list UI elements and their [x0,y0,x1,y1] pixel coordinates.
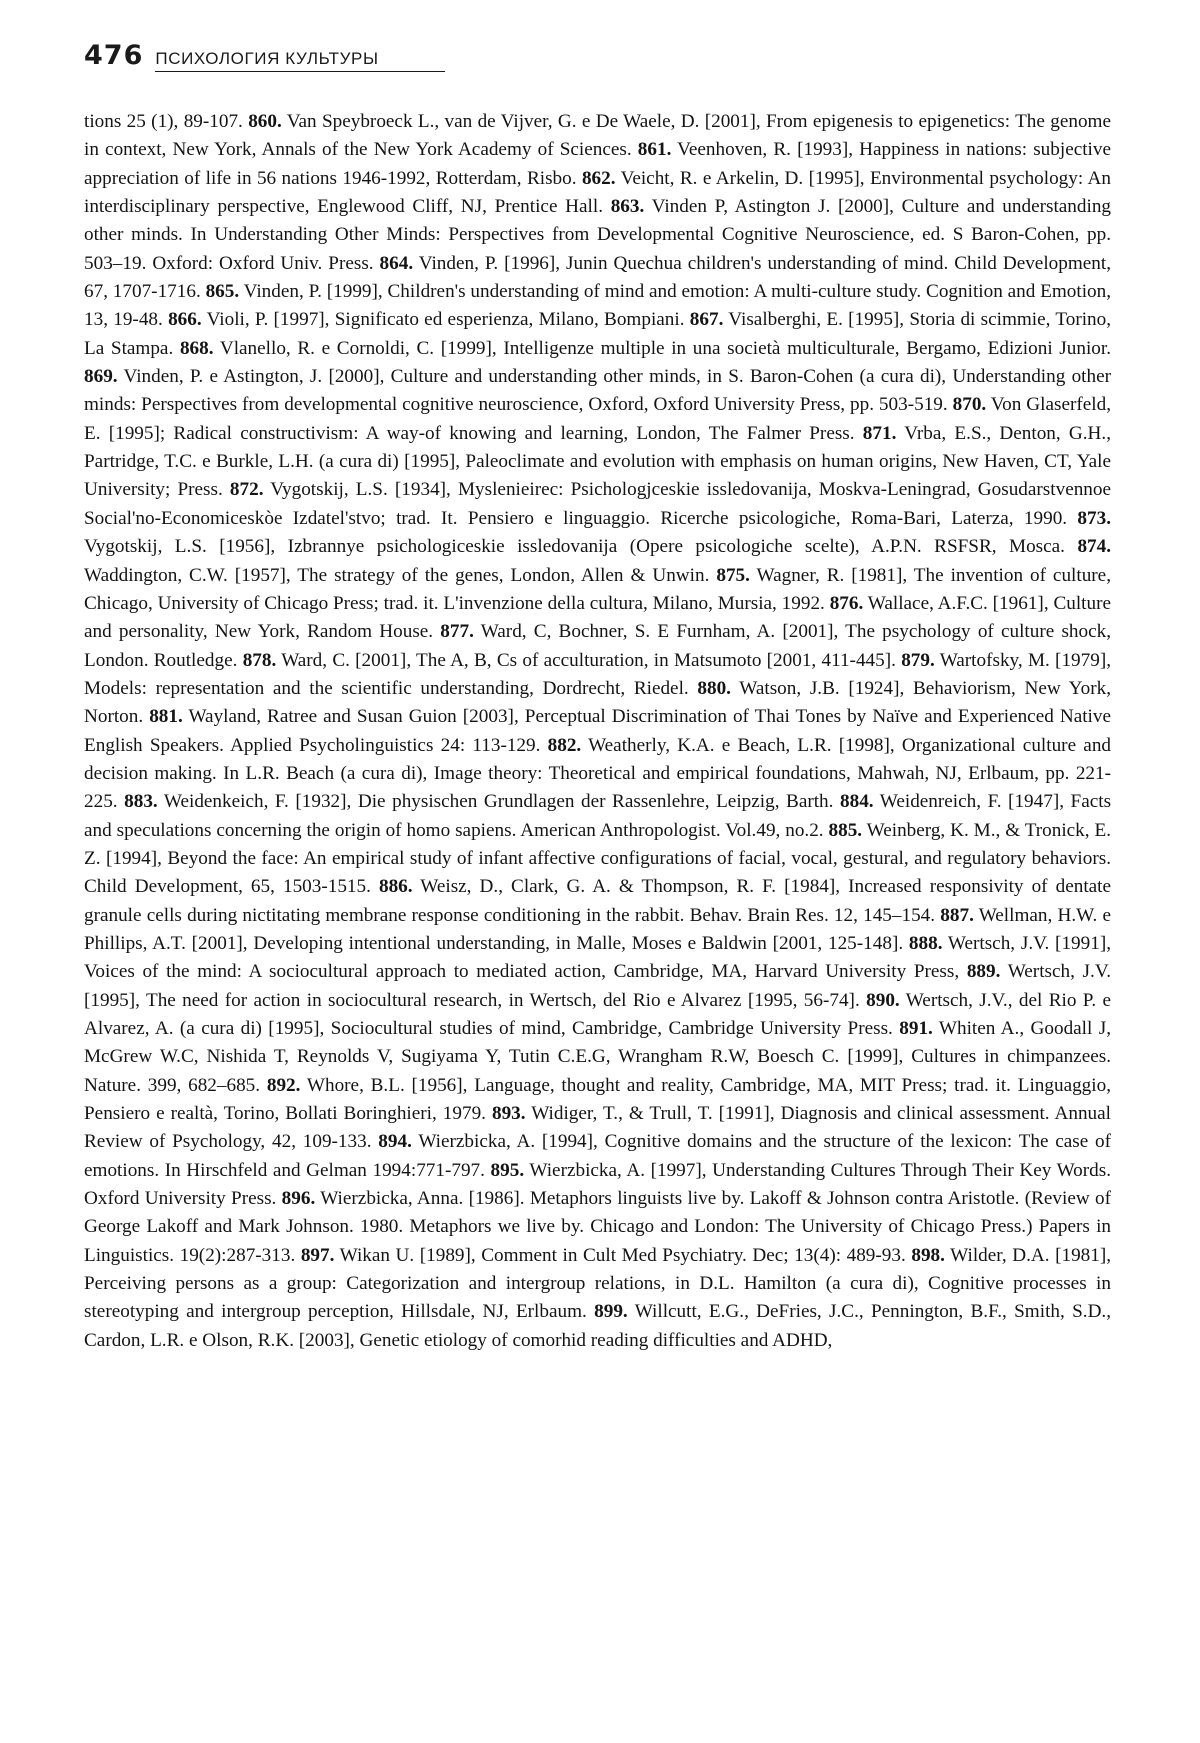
reference-text: Widiger, T., & Trull, T. [1991], Diagnosis and clinical assessment. Annual Review of Psychology, 42, 109-133. [84,1103,1111,1153]
reference-number: 898. [911,1244,945,1266]
reference-number: 885. [828,819,863,841]
reference-text: Watson, J.B. [1924], Behaviorism, New York, Norton. [84,677,1111,728]
reference-text: Wayland, Ratree and Susan Guion [2003], Perceptual Discrimination of Thai Tones by Naïve and Experienced Native English Speakers. Applied Psycholinguistics 24: 113-129. [84,706,1111,756]
reference-text: Weidenkeich, F. [1932], Die physischen Grundlagen der Rassenlehre, Leipzig, Barth. [163,791,834,813]
reference-text: Wierzbicka, A. [1994], Cognitive domains and the structure of the lexicon: The case of emotions. In Hirschfeld and Gelman 1994:771-797. [84,1131,1112,1181]
reference-text: Vinden, P. e Astington, J. [2000], Culture and understanding other minds, in S. Baron-Cohen (a cura di), Understanding other minds: Perspectives from developmental cognitive neuroscience, Oxford, Oxford University Press, pp. 503-519. [84,366,1112,416]
reference-text: Weinberg, K. M., & Tronick, E. Z. [1994], Beyond the face: An empirical study of infant affective configurations of facial, vocal, gestural, and regulatory behaviors. Child Development, 65, 1503-1515. [84,819,1111,898]
reference-text: Whiten A., Goodall J, McGrew W.C, Nishida T, Reynolds V, Sugiyama Y, Tutin C.E.G, Wrangham R.W, Boesch C. [1999], Cultures in chimpanzees. Nature. 399, 682–685. [84,1018,1111,1096]
running-title: ПСИХОЛОГИЯ КУЛЬТУРЫ [155,49,445,72]
reference-text: Wallace, A.F.C. [1961], Culture and personality, New York, Random House. [84,592,1111,643]
reference-text: Willcutt, E.G., DeFries, J.C., Pennington, B.F., Smith, S.D., Cardon, L.R. e Olson, R.K. [2003], Genetic etiology of comorhid reading difficulties and ADHD, [84,1301,1112,1351]
reference-number: 899. [594,1301,628,1323]
reference-text: Violi, P. [1997], Significato ed esperienza, Milano, Bompiani. [206,309,685,331]
reference-text: Vinden, P. [1999], Children's understanding of mind and emotion: A multi-culture study. Cognition and Emotion, 13, 19-48. [84,281,1112,331]
reference-number: 864. [379,252,414,274]
reference-text: Wertsch, J.V. [1991], Voices of the mind: A sociocultural approach to mediated action, Cambridge, MA, Harvard University Press, [84,932,1112,983]
reference-text: Wertsch, J.V. [1995], The need for action in sociocultural research, in Wertsch, del Rio e Alvarez [1995, 56-74]. [84,961,1111,1011]
reference-number: 895. [490,1159,525,1181]
reference-text: Wikan U. [1989], Comment in Cult Med Psychiatry. Dec; 13(4): 489-93. [339,1244,906,1266]
reference-number: 876. [829,592,864,614]
reference-number: 873. [1077,507,1111,529]
reference-text: Vygotskij, L.S. [1956], Izbrannye psichologiceskie issledovanija (Opere psicologiche scelte), A.P.N. RSFSR, Mosca. [84,536,1065,558]
reference-number: 879. [901,649,935,671]
reference-entry [180,338,1111,359]
reference-text: Wartofsky, M. [1979], Models: representation and the scientific understanding, Dordrecht, Riedel. [84,649,1112,699]
reference-number: 888. [908,932,943,954]
reference-text: Vlanello, R. e Cornoldi, C. [1999], Intelligenze multiple in una società multiculturale, Bergamo, Edizioni Junior. [219,337,1112,359]
running-head [84,40,1111,72]
reference-text: Wierzbicka, Anna. [1986]. Metaphors linguists live by. Lakoff & Johnson contra Aristotle. (Review of George Lakoff and Mark Johnson. 1980. Metaphors we live by. Chicago and London: The University of Chicago Press.) Papers in Linguistics. 19(2):287-313. [84,1188,1112,1266]
reference-text: Ward, C, Bochner, S. E Furnham, A. [2001], The psychology of culture shock, London. Routledge. [84,621,1112,671]
reference-number: 882. [547,734,582,756]
reference-number: 886. [378,876,413,898]
reference-entry [243,650,896,671]
reference-text: Vrba, E.S., Denton, G.H., Partridge, T.C. e Burkle, L.H. (a cura di) [1995], Paleoclimate and evolution with emphasis on human origins, New Haven, CT, Yale University; Press. [84,422,1111,501]
reference-number: 881. [149,706,183,728]
reference-number: 892. [266,1074,301,1096]
reference-number: 868. [179,337,214,359]
reference-number: 887. [940,904,974,926]
reference-entry [168,309,684,330]
reference-number: 891. [899,1018,933,1039]
reference-number: 870. [952,394,987,416]
reference-text: Waddington, C.W. [1957], The strategy of the genes, London, Allen & Unwin. [84,564,710,586]
reference-number: 884. [840,791,874,813]
reference-number: 872. [229,479,264,501]
reference-entry [301,1245,906,1266]
reference-text: Wellman, H.W. e Phillips, A.T. [2001], Developing intentional understanding, in Malle, Moses e Baldwin [2001, 125-148]. [84,904,1112,954]
reference-list [84,108,1111,1355]
reference-text: Whore, B.L. [1956], Language, thought and reality, Cambridge, MA, MIT Press; trad. it. Linguaggio, Pensiero e realtà, Torino, Bollati Boringhieri, 1979. [84,1074,1112,1125]
reference-text: Wilder, D.A. [1981], Perceiving persons as a group: Categorization and intergroup relations, in D.L. Hamilton (a cura di), Cognitive processes in stereotyping and intergroup perception, Hillsdale, NJ, Erlbaum. [84,1244,1112,1323]
document-page [84,40,1111,1355]
reference-text: Visalberghi, E. [1995], Storia di scimmie, Torino, La Stampa. [84,309,1112,359]
reference-text: Weidenreich, F. [1947], Facts and speculations concerning the origin of homo sapiens. American Anthropologist. Vol.49, no.2. [84,791,1112,841]
reference-text: Van Speybroeck L., van de Vijver, G. e De Waele, D. [2001], From epigenesis to epigenetics: The genome in context, New York, Annals of the New York Academy of Sciences. [84,111,1111,161]
reference-number: 871. [862,422,897,444]
reference-number: 877. [440,621,474,643]
reference-text: Weisz, D., Clark, G. A. & Thompson, R. F. [1984], Increased responsivity of dentate granule cells during nictitating membrane response conditioning in the rabbit. Behav. Brain Res. 12, 145–154. [84,876,1112,926]
reference-number: 866. [168,309,202,331]
reference-number: 862. [581,167,616,189]
reference-text: Ward, C. [2001], The A, B, Cs of acculturation, in Matsumoto [2001, 411-445]. [281,649,896,671]
reference-text: Wagner, R. [1981], The invention of culture, Chicago, University of Chicago Press; trad. it. L'invenzione della cultura, Milano, Mursia, 1992. [84,564,1111,614]
reference-text: Veenhoven, R. [1993], Happiness in nations: subjective appreciation of life in 56 nations 1946-1992, Rotterdam, Risbo. [84,139,1111,189]
continued-reference-text: tions 25 (1), 89-107. [84,111,243,132]
reference-entry [84,479,1111,528]
reference-text: Wierzbicka, A. [1997], Understanding Cultures Through Their Key Words. Oxford University Press. [84,1159,1112,1210]
reference-text: Vinden P, Astington J. [2000], Culture and understanding other minds. In Understanding Other Minds: Perspectives from Developmental Cognitive Neuroscience, ed. S Baron-Cohen, pp. 503–19. Oxford: Oxford Univ. Press. [84,196,1112,274]
reference-text: Von Glaserfeld, E. [1995]; Radical constructivism: A way-of knowing and learning, London, The Falmer Press. [84,394,1112,444]
reference-text: Veicht, R. e Arkelin, D. [1995], Environmental psychology: An interdisciplinary perspective, Englewood Cliff, NJ, Prentice Hall. [84,167,1112,218]
reference-number: 863. [610,196,645,218]
reference-number: 897. [300,1244,335,1266]
reference-number: 865. [205,281,240,303]
reference-number: 883. [124,791,158,813]
reference-number: 894. [378,1131,412,1153]
reference-number: 896. [281,1188,316,1210]
reference-number: 890. [866,989,900,1011]
reference-number: 880. [697,677,731,699]
reference-number: 878. [242,649,277,671]
reference-number: 860. [248,111,282,132]
reference-text: Weatherly, K.A. e Beach, L.R. [1998], Organizational culture and decision making. In L.R. Beach (a cura di), Image theory: Theoretical and empirical foundations, Mahwah, NJ, Erlbaum, pp. 221-225. [84,734,1112,813]
reference-number: 861. [637,139,672,161]
reference-number: 889. [966,961,1001,983]
reference-text: Wertsch, J.V., del Rio P. e Alvarez, A. (a cura di) [1995], Sociocultural studies of mind, Cambridge, Cambridge University Press. [84,989,1112,1039]
reference-entry [124,791,833,812]
reference-number: 867. [689,309,724,331]
reference-number: 874. [1077,536,1112,558]
reference-text: Vinden, P. [1996], Junin Quechua children's understanding of mind. Child Development, 67, 1707-1716. [84,252,1112,303]
reference-number: 893. [491,1103,526,1125]
reference-number: 869. [84,366,118,388]
page-number: 476 [84,40,144,71]
reference-text: Vygotskij, L.S. [1934], Myslenieirec: Psichologjceskie issledovanija, Moskva-Leningrad, Gosudarstvennoe Social'no-Economiceskòe Izdatel'stvo; trad. It. Pensiero e linguaggio. Ricerche psicologiche, Roma-Bari, Laterza, 1990. [84,479,1112,529]
reference-number: 875. [716,564,750,586]
